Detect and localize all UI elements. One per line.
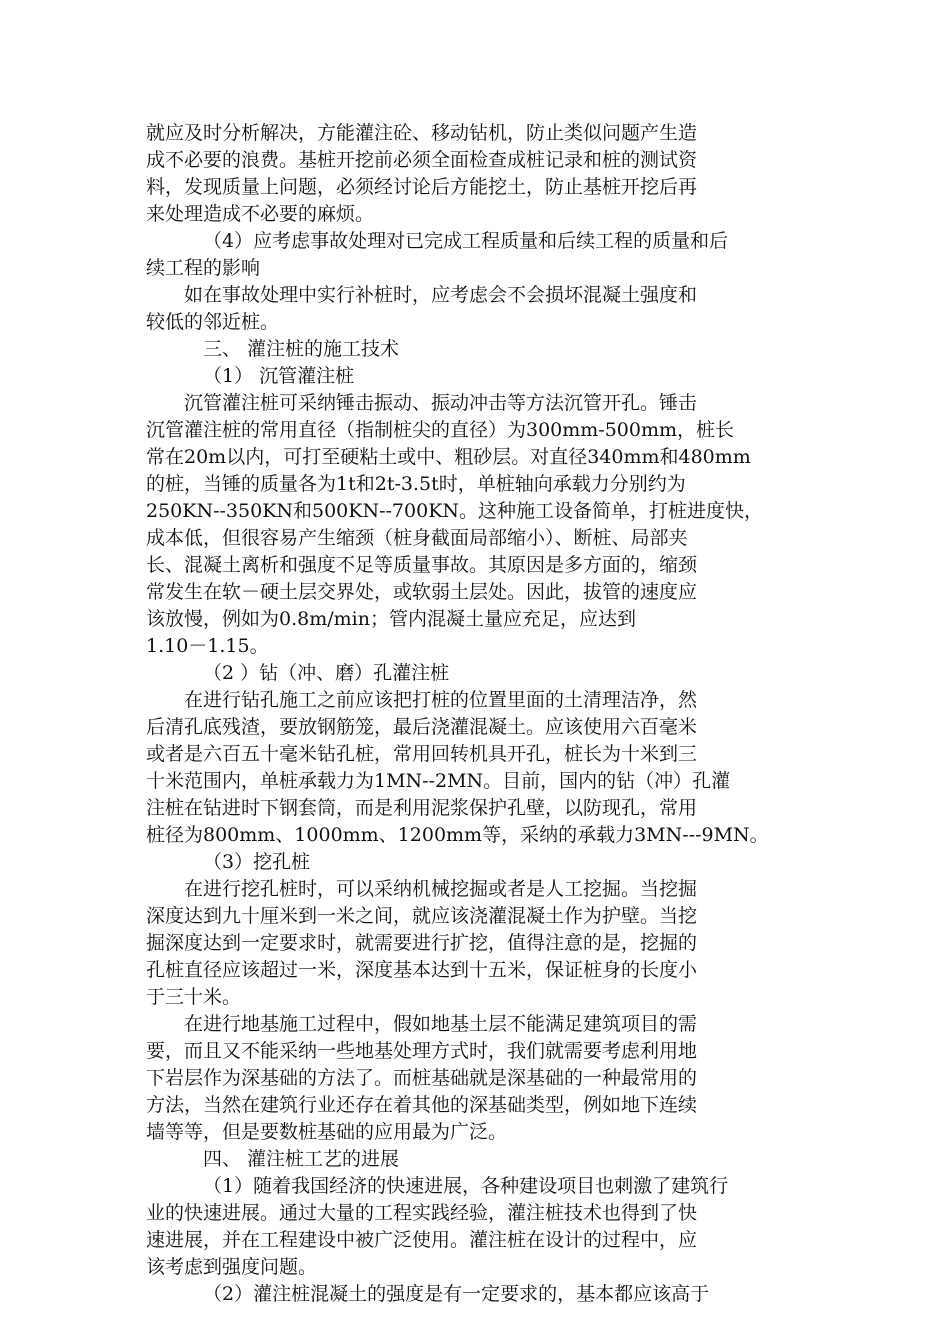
text-line: 三、 灌注桩的施工技术 [203, 338, 400, 360]
text-line: 该考虑到强度问题。 [146, 1256, 318, 1278]
text-line: 或者是六百五十毫米钻孔桩，常用回转机具开孔，桩长为十米到三 [146, 743, 698, 765]
text-line: 桩径为800mm、1000mm、1200mm等，采纳的承载力3MN---9MN。 [146, 824, 769, 846]
text-line: 成不必要的浪费。基桩开挖前必须全面检查成桩记录和桩的测试资 [146, 149, 698, 171]
text-line: 后清孔底残渣，要放钢筋笼，最后浇灌混凝土。应该使用六百毫米 [146, 716, 698, 738]
text-line: （4）应考虑事故处理对已完成工程质量和后续工程的质量和后 [203, 230, 729, 252]
text-line: 掘深度达到一定要求时，就需要进行扩挖，值得注意的是，挖掘的 [146, 932, 698, 954]
text-line: 速进展，并在工程建设中被广泛使用。灌注桩在设计的过程中，应 [146, 1229, 698, 1251]
text-line: 该放慢，例如为0.8m/min；管内混凝土量应充足，应达到 [146, 608, 636, 630]
text-line: 十米范围内，单桩承载力为1MN--2MN。目前，国内的钻（冲）孔灌 [146, 770, 731, 792]
text-line: 墙等等，但是要数桩基础的应用最为广泛。 [146, 1121, 508, 1143]
text-line: 深度达到九十厘米到一米之间，就应该浇灌混凝土作为护壁。当挖 [146, 905, 698, 927]
text-line: 业的快速进展。通过大量的工程实践经验，灌注桩技术也得到了快 [146, 1202, 698, 1224]
text-line: （3）挖孔桩 [203, 851, 311, 873]
text-line: 常在20m以内，可打至硬粘土或中、粗砂层。对直径340mm和480mm [146, 446, 751, 468]
text-line: 就应及时分析解决，方能灌注砼、移动钻机，防止类似问题产生造 [146, 122, 698, 144]
text-line: 四、 灌注桩工艺的进展 [203, 1148, 400, 1170]
text-line: 注桩在钻进时下钢套筒，而是利用泥浆保护孔壁，以防现孔，常用 [146, 797, 698, 819]
text-line: 在进行挖孔桩时，可以采纳机械挖掘或者是人工挖掘。当挖掘 [184, 878, 698, 900]
text-line: 1.10－1.15。 [146, 635, 269, 657]
text-line: 料，发现质量上问题，必须经讨论后方能挖土，防止基桩开挖后再 [146, 176, 698, 198]
text-line: 沉管灌注桩可采纳锤击振动、振动冲击等方法沉管开孔。锤击 [184, 392, 698, 414]
text-line: 长、混凝土离析和强度不足等质量事故。其原因是多方面的，缩颈 [146, 554, 698, 576]
text-line: 较低的邻近桩。 [146, 311, 280, 333]
text-line: （2）灌注桩混凝土的强度是有一定要求的，基本都应该高于 [203, 1283, 710, 1305]
text-line: 沉管灌注桩的常用直径（指制桩尖的直径）为300mm-500mm，桩长 [146, 419, 735, 441]
text-line: 在进行钻孔施工之前应该把打桩的位置里面的土清理洁净，然 [184, 689, 698, 711]
text-line: 要，而且又不能采纳一些地基处理方式时，我们就需要考虑利用地 [146, 1040, 698, 1062]
text-line: 在进行地基施工过程中，假如地基土层不能满足建筑项目的需 [184, 1013, 698, 1035]
text-line: （1） 沉管灌注桩 [203, 365, 355, 387]
text-line: 的桩，当锤的质量各为1t和2t-3.5t时，单桩轴向承载力分别约为 [146, 473, 686, 495]
text-line: 成本低，但很容易产生缩颈（桩身截面局部缩小）、断桩、局部夹 [146, 527, 688, 549]
text-line: 250KN--350KN和500KN--700KN。这种施工设备简单，打桩进度快， [146, 500, 764, 522]
text-line: 续工程的影响 [146, 257, 261, 279]
text-line: （1）随着我国经济的快速进展，各种建设项目也刺激了建筑行 [203, 1175, 729, 1197]
text-line: 来处理造成不必要的麻烦。 [146, 203, 375, 225]
text-line: 于三十米。 [146, 986, 242, 1008]
text-line: 方法，当然在建筑行业还存在着其他的深基础类型，例如地下连续 [146, 1094, 698, 1116]
text-line: 孔桩直径应该超过一米，深度基本达到十五米，保证桩身的长度小 [146, 959, 698, 981]
document-body [146, 120, 816, 1308]
text-line: 下岩层作为深基础的方法了。而桩基础就是深基础的一种最常用的 [146, 1067, 698, 1089]
text-line: 如在事故处理中实行补桩时，应考虑会不会损坏混凝土强度和 [184, 284, 698, 306]
text-line: 常发生在软－硬土层交界处，或软弱土层处。因此，拔管的速度应 [146, 581, 698, 603]
text-line: （2 ）钻（冲、磨）孔灌注桩 [203, 662, 450, 684]
